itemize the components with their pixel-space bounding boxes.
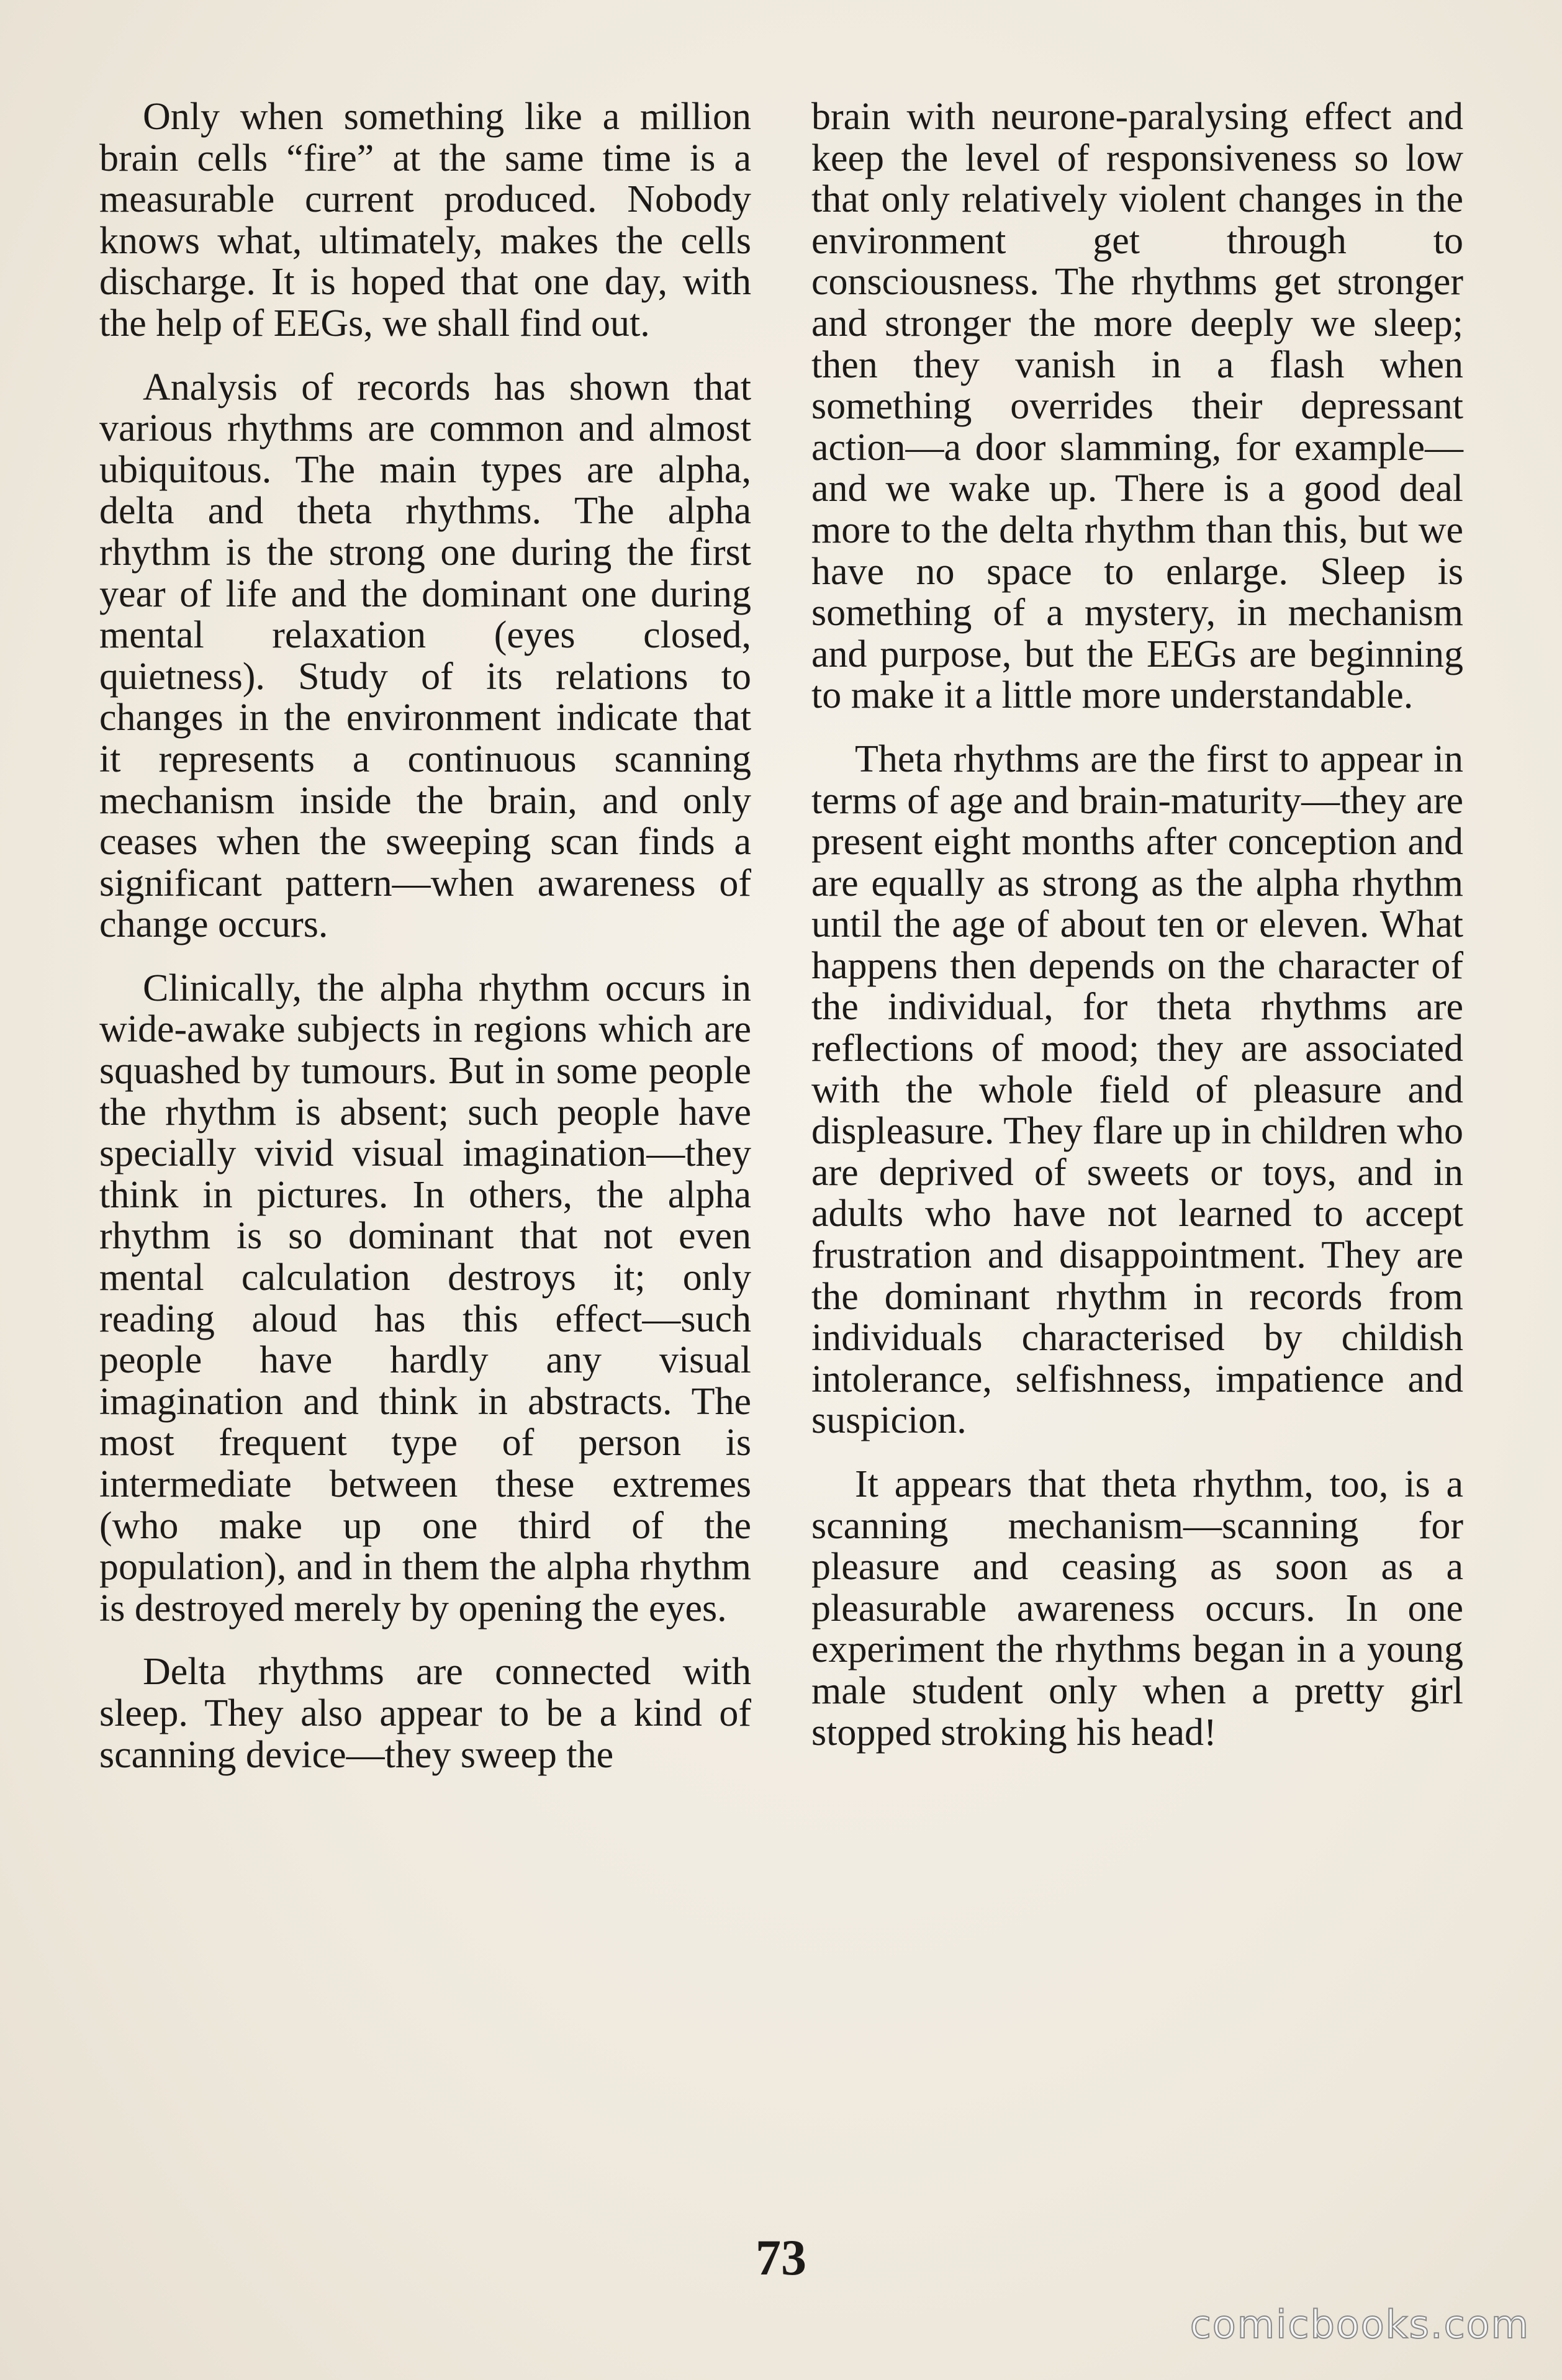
paragraph: Clinically, the alpha rhythm occurs in wide-awake subjects in regions which are squashed by tumours. But in some people the rhythm is absent; such people have specially vivid visual imagination—they think in pictures. In others, the alpha rhythm is so dominant that not even mental calculation destroys it; only reading aloud has this effect—such people have hardly any visual imagination and think in abstracts. The most frequent type of person is intermediate between these extremes (who make up one third of the population), and in them the alpha rhythm is destroyed merely by opening the eyes.	[99, 967, 751, 1629]
paragraph: Delta rhythms are connected with sleep. They also appear to be a kind of scanning device—they sweep the	[99, 1651, 751, 1776]
paragraph: Only when something like a million brain cells “fire” at the same time is a measurable current produced. Nobody knows what, ultimately, makes the cells discharge. It is hoped that one day, with the help of EEGs, we shall find out.	[99, 96, 751, 345]
page-number: 73	[756, 2229, 806, 2286]
paragraph: It appears that theta rhythm, too, is a scanning mechanism—scanning for pleasure and ceasing as soon as a pleasurable awareness occurs. In one experiment the rhythms began in a young male student only when a pretty girl stopped stroking his head!	[811, 1463, 1463, 1754]
left-column	[99, 96, 751, 1798]
right-column	[811, 96, 1463, 1775]
paragraph: Analysis of records has shown that various rhythms are common and almost ubiquitous. The main types are alpha, delta and theta rhythms. The alpha rhythm is the strong one during the first year of life and the dominant one during mental relaxation (eyes closed, quietness). Study of its relations to changes in the environment indicate that it represents a continuous scanning mechanism inside the brain, and only ceases when the sweeping scan finds a significant pattern—when awareness of change occurs.	[99, 366, 751, 946]
paragraph-continued: brain with neurone-paralysing effect and keep the level of responsiveness so low that only relatively violent changes in the environment get through to consciousness. The rhythms get stronger and stronger the more deeply we sleep; then they vanish in a flash when something overrides their depressant action—a door slamming, for example—and we wake up. There is a good deal more to the delta rhythm than this, but we have no space to enlarge. Sleep is something of a mystery, in mechanism and purpose, but the EEGs are beginning to make it a little more understandable.	[811, 96, 1463, 717]
paragraph: Theta rhythms are the first to appear in terms of age and brain-maturity—they are present eight months after conception and are equally as strong as the alpha rhythm until the age of about ten or eleven. What happens then depends on the character of the individual, for theta rhythms are reflections of mood; they are associated with the whole field of pleasure and displeasure. They flare up in children who are deprived of sweets or toys, and in adults who have not learned to accept frustration and disappointment. They are the dominant rhythm in records from individuals characterised by childish intolerance, selfishness, impatience and suspicion.	[811, 737, 1463, 1442]
watermark: comicbooks.com	[1190, 2302, 1530, 2347]
